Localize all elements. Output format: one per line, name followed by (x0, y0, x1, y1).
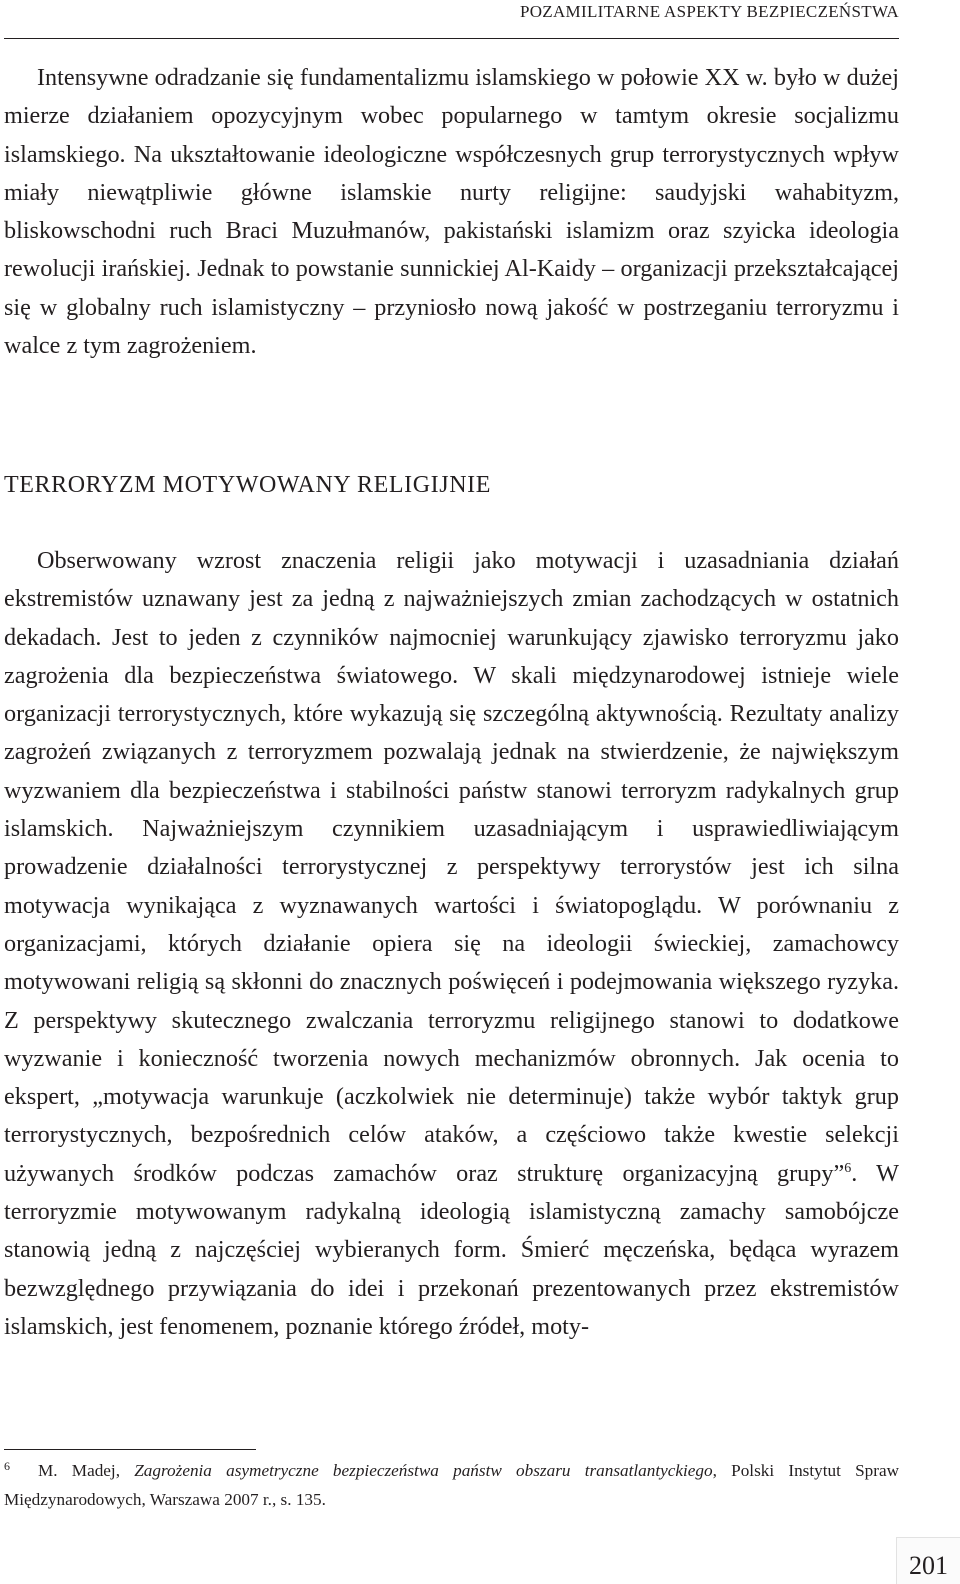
paragraph-text-part-2: . W terroryzmie motywowanym radykalną ideologią islamistyczną zamachy samobójcze stanowią jedną z najczęściej wybieranych form. Śmierć męczeńska, będąca wyrazem bezwzględnego przywiązania do idei i przekonań prezentowanych przez ekstremistów islamskich, jest fenomenem, poznanie którego źródeł, moty- (4, 1159, 899, 1340)
paragraph-religious-terrorism (4, 542, 899, 1346)
footnote-rule (4, 1449, 256, 1450)
running-head: POZAMILITARNE ASPEKTY BEZPIECZEŃSTWA (519, 2, 899, 21)
footnote-author: M. Madej, (38, 1461, 121, 1480)
header-rule (4, 38, 899, 39)
footnote: 6 M. Madej, Zagrożenia asymetryczne bezpieczeństwa państw obszaru transatlantyckiego, Polski Instytut Spraw Międzynarodowych, Warszawa 2007 r., s. 135. (4, 1459, 899, 1509)
page-number: 201 (896, 1537, 960, 1584)
footnote-rest: , Polski Instytut Spraw Międzynarodowych, Warszawa 2007 r., s. 135. (4, 1461, 899, 1509)
footnote-title: Zagrożenia asymetryczne bezpieczeństwa państw obszaru transatlantyckiego (134, 1461, 713, 1480)
paragraph-intro: Intensywne odradzanie się fundamentalizmu islamskiego w połowie XX w. było w dużej mierze działaniem opozycyjnym wobec popularnego w tamtym okresie socjalizmu islamskiego. Na ukształtowanie ideologiczne współczesnych grup terrorystycznych wpływ miały niewątpliwie główne islamskie nurty religijne: saudyjski wahabityzm, bliskowschodni ruch Braci Muzułmanów, pakistański islamizm oraz szyicka ideologia rewolucji irańskiej. Jednak to powstanie sunnickiej Al-Kaidy – organizacji przekształcającej się w globalny ruch islamistyczny – przyniosło nową jakość w postrzeganiu terroryzmu i walce z tym zagrożeniem. (4, 64, 899, 360)
section-heading: TERRORYZM MOTYWOWANY RELIGIJNIE (4, 472, 491, 498)
paragraph-text-part-1: Obserwowany wzrost znaczenia religii jako motywacji i uzasadniania działań ekstremistów uznawany jest za jedną z najważniejszych zmian zachodzących w ostatnich dekadach. Jest to jeden z czynników najmocniej warunkujący zjawisko terroryzmu jako zagrożenia dla bezpieczeństwa światowego. W skali międzynarodowej istnieje wiele organizacji terrorystycznych, które wykazują się szczególną aktywnością. Rezultaty analizy zagrożeń związanych z terroryzmem pozwalają jednak na stwierdzenie, że największym wyzwaniem dla bezpieczeństwa i stabilności państw stanowi terroryzm radykalnych grup islamskich. Najważniejszym czynnikiem uzasadniającym i usprawiedliwiającym prowadzenie działalności terrorystycznej z perspektywy terrorystów jest ich silna motywacja wynikająca z wyznawanych wartości i światopoglądu. W porównaniu z organizacjami, których działanie opiera się na ideologii świeckiej, zamachowcy motywowani religią są skłonni do znacznych poświęceń i podejmowania większego ryzyka. Z perspektywy skutecznego zwalczania terroryzmu religijnego stanowi to dodatkowe wyzwanie i konieczność tworzenia nowych mechanizmów obronnych. Jak ocenia to ekspert, „motywacja warunkuje (aczkolwiek nie determinuje) także wybór taktyk grup terrorystycznych, bezpośrednich celów ataków, a częściowo także kwestie selekcji używanych środków podczas zamachów oraz strukturę organizacyjną grupy” (4, 547, 899, 1187)
footnote-reference[interactable]: 6 (844, 1160, 852, 1176)
